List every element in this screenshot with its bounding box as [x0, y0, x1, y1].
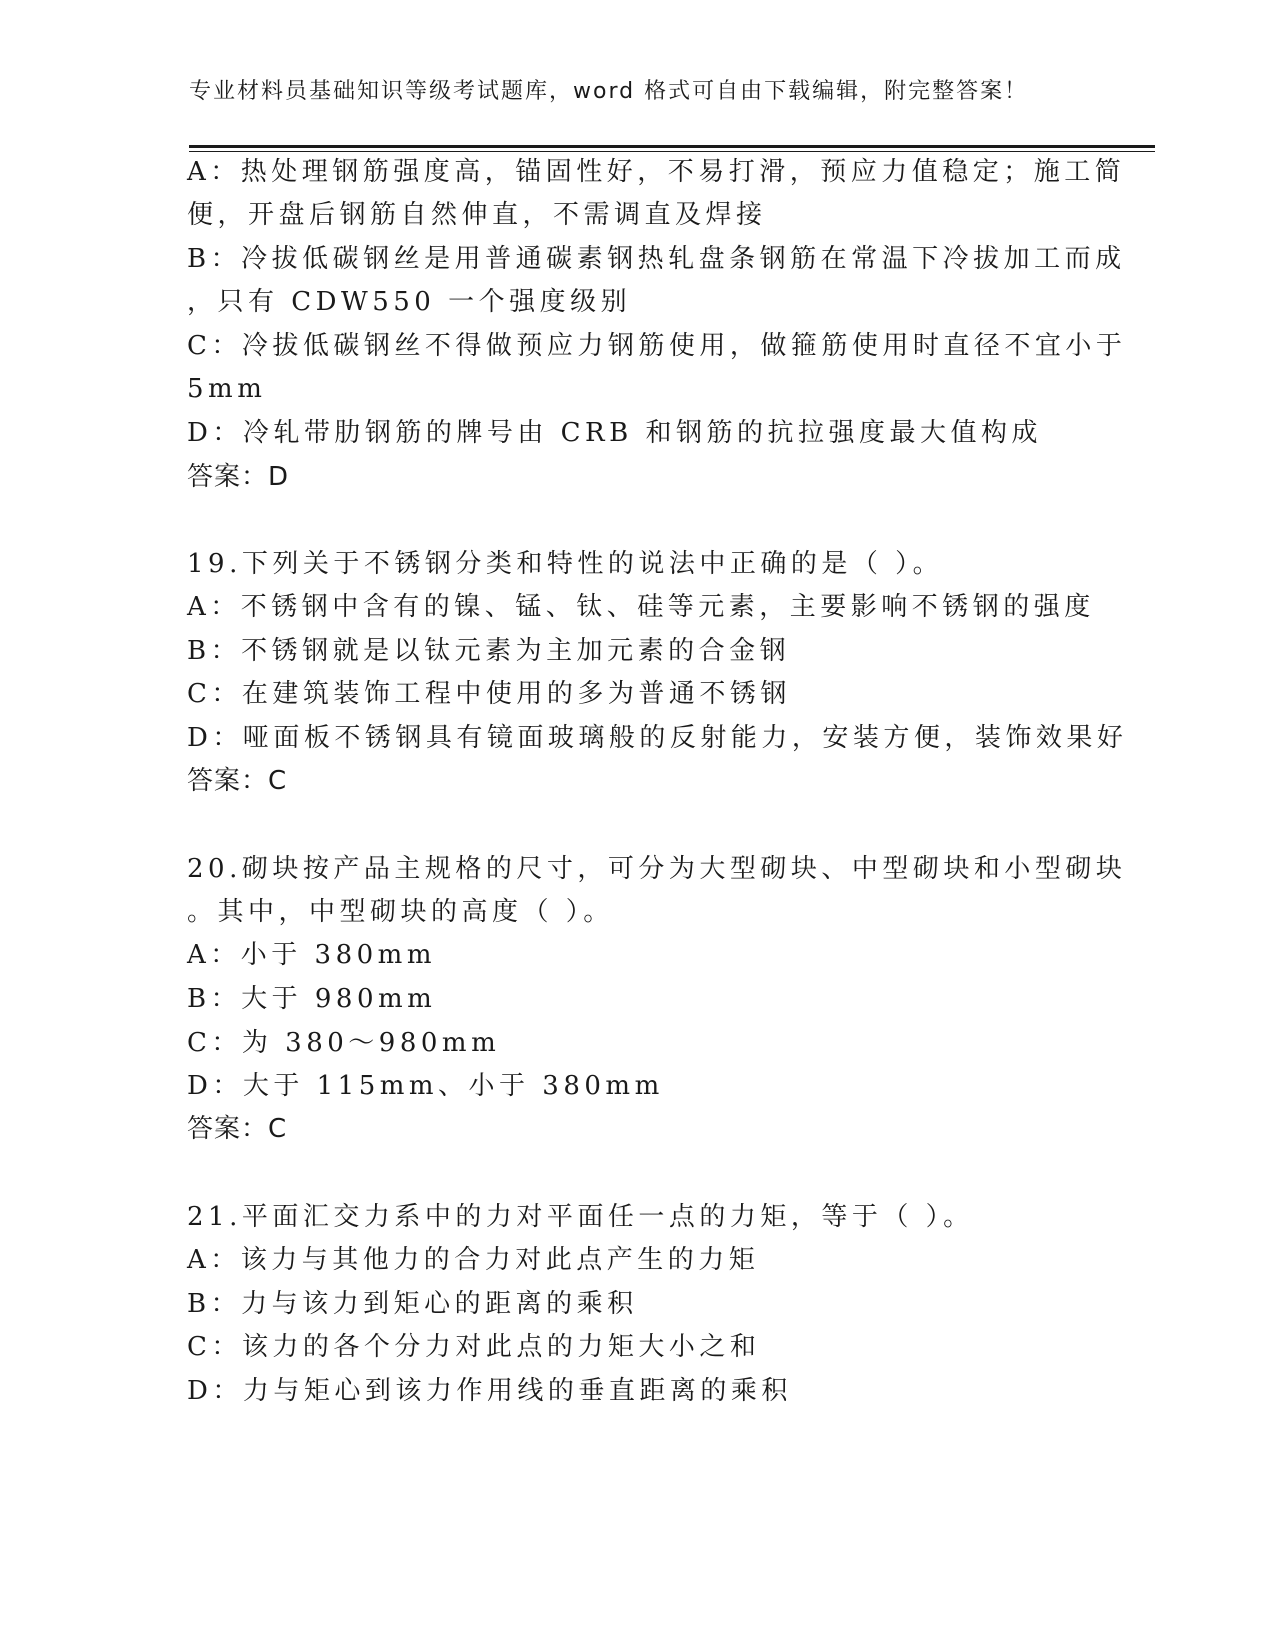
q20-option-b: B：大于 980mm — [187, 984, 437, 1014]
q18-option-d: D：冷轧带肋钢筋的牌号由 CRB 和钢筋的抗拉强度最大值构成 — [187, 418, 1042, 448]
q19-stem: 19.下列关于不锈钢分类和特性的说法中正确的是（ ）。 — [187, 549, 944, 579]
q21-option-a: A：该力与其他力的合力对此点产生的力矩 — [187, 1245, 760, 1275]
q21-option-c: C：该力的各个分力对此点的力矩大小之和 — [187, 1332, 761, 1362]
q18-option-c-line1: C：冷拔低碳钢丝不得做预应力钢筋使用，做箍筋使用时直径不宜小于 — [187, 331, 1127, 361]
q21-stem: 21.平面汇交力系中的力对平面任一点的力矩，等于（ ）。 — [187, 1202, 974, 1232]
q19-option-a: A：不锈钢中含有的镍、锰、钛、硅等元素，主要影响不锈钢的强度 — [187, 592, 1095, 622]
q20-option-a: A：小于 380mm — [187, 940, 436, 970]
q19-option-d: D：哑面板不锈钢具有镜面玻璃般的反射能力，安装方便，装饰效果好 — [187, 723, 1128, 753]
page-header: 专业材料员基础知识等级考试题库，word 格式可自由下载编辑，附完整答案！ — [189, 79, 1029, 104]
header-rule-thick — [189, 145, 1155, 148]
q20-stem-line1: 20.砌块按产品主规格的尺寸，可分为大型砌块、中型砌块和小型砌块 — [187, 854, 1127, 884]
q18-option-c-line2: 5mm — [187, 374, 267, 404]
q21-option-d: D：力与矩心到该力作用线的垂直距离的乘积 — [187, 1376, 792, 1406]
q18-option-b-line2: ，只有 CDW550 一个强度级别 — [187, 287, 632, 317]
q21-option-b: B：力与该力到矩心的距离的乘积 — [187, 1289, 638, 1319]
q20-option-d: D：大于 115mm、小于 380mm — [187, 1071, 664, 1101]
q18-option-b-line1: B：冷拔低碳钢丝是用普通碳素钢热轧盘条钢筋在常温下冷拔加工而成 — [187, 244, 1126, 274]
q19-answer: 答案：C — [187, 766, 288, 796]
q18-option-a-line2: 便，开盘后钢筋自然伸直，不需调直及焊接 — [187, 200, 767, 230]
q20-option-c: C：为 380～980mm — [187, 1028, 501, 1058]
q19-option-c: C：在建筑装饰工程中使用的多为普通不锈钢 — [187, 679, 791, 709]
q20-stem-line2: 。其中，中型砌块的高度（ ）。 — [187, 897, 614, 927]
q20-answer: 答案：C — [187, 1114, 288, 1144]
header-rule-thin — [189, 151, 1155, 152]
q18-option-a-line1: A：热处理钢筋强度高，锚固性好，不易打滑，预应力值稳定；施工简 — [187, 157, 1126, 187]
q18-answer: 答案：D — [187, 462, 290, 492]
q19-option-b: B：不锈钢就是以钛元素为主加元素的合金钢 — [187, 636, 791, 666]
